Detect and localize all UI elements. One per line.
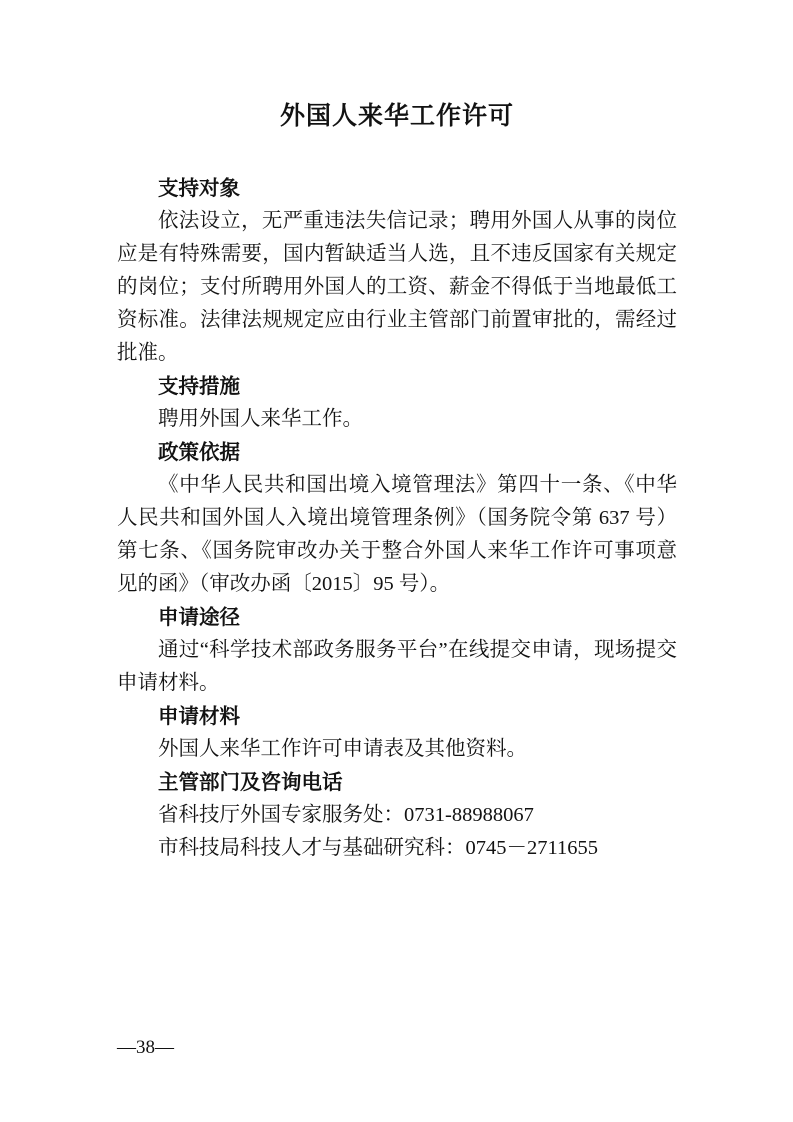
paragraph: 通过“科学技术部政务服务平台”在线提交申请，现场提交申请材料。: [117, 639, 677, 694]
section-heading: 支持对象: [158, 177, 240, 200]
paragraph: 《中华人民共和国出境入境管理法》第四十一条、《中华人民共和国外国人入境出境管理条例》（国务院令第 637 号）第七条、《国务院审改办关于整合外国人来华工作许可事项意见的函》（审改办函〔2015〕95 号）。: [117, 474, 677, 595]
section-support-target: [117, 172, 677, 370]
page-number: —38—: [117, 1037, 174, 1058]
paragraph-contact-province: 省科技厅外国专家服务处：0731-88988067: [158, 804, 534, 826]
section-contact: [117, 766, 677, 865]
section-heading: 支持措施: [158, 375, 240, 398]
document-title: 外国人来华工作许可: [279, 103, 514, 130]
paragraph: 依法设立，无严重违法失信记录；聘用外国人从事的岗位应是有特殊需要，国内暂缺适当人选，且不违反国家有关规定的岗位；支付所聘用外国人的工资、薪金不得低于当地最低工资标准。法律法规规定应由行业主管部门前置审批的，需经过批准。: [117, 210, 677, 364]
section-heading: 主管部门及咨询电话: [158, 771, 343, 794]
paragraph: 外国人来华工作许可申请表及其他资料。: [158, 738, 527, 760]
paragraph-contact-city: 市科技局科技人才与基础研究科：0745－2711655: [158, 837, 598, 859]
section-policy-basis: [117, 436, 677, 601]
section-heading: 政策依据: [158, 441, 240, 464]
section-application-materials: [117, 700, 677, 766]
section-heading: 申请材料: [158, 705, 240, 728]
section-application-channel: [117, 601, 677, 700]
paragraph: 聘用外国人来华工作。: [158, 408, 363, 430]
section-support-measures: [117, 370, 677, 436]
section-heading: 申请途径: [158, 606, 240, 629]
document-body: [117, 100, 677, 865]
